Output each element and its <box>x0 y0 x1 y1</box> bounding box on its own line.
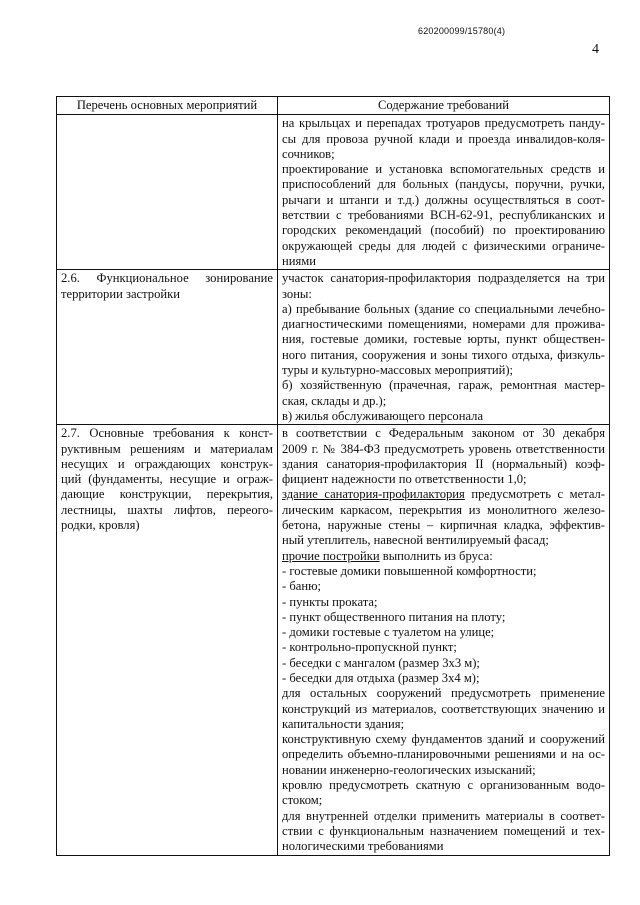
text-line: для остальных сооружений предусмотреть применение <box>282 686 605 701</box>
text-line: ниями <box>282 253 316 268</box>
requirement-cell <box>278 425 610 855</box>
document-id: 620200099/15780(4) <box>418 26 506 36</box>
text-line: туры и культурно-массовых мероприятий); <box>282 363 514 378</box>
text-line: новании инженерно-геологических изысканий; <box>282 762 536 777</box>
table-row <box>57 425 610 855</box>
text-line: ный утеплитель, навесной вентилируемый фасад; <box>282 533 549 548</box>
table-header-row <box>57 97 610 115</box>
page-number: 4 <box>592 42 599 57</box>
text-line: здания санатория-профилактория II (нормальный) коэф- <box>282 456 605 471</box>
text-line: нологическими требованиями <box>282 839 444 854</box>
text-line: определить объемно-планировочными решениями и на ос- <box>282 747 605 762</box>
text-line: сочников; <box>282 146 335 161</box>
line-text: выполнить из бруса: <box>379 548 493 563</box>
measure-cell <box>57 115 278 270</box>
text-line: руктивным решениям и материалам <box>61 441 273 456</box>
text-line: лестницы, шахты лифтов, переого- <box>61 502 273 517</box>
table-row <box>57 270 610 425</box>
text-line: - баню; <box>282 579 321 594</box>
text-line: - беседки с мангалом (размер 3х3 м); <box>282 655 480 670</box>
text-line <box>282 487 605 502</box>
underlined-term: здание санатория-профилактория <box>282 487 465 502</box>
underlined-term: прочие постройки <box>282 548 380 563</box>
text-line: ствии с функциональным назначением помещений и тех- <box>282 823 605 838</box>
text-line: дающие конструкции, перекрытия, <box>61 487 273 502</box>
text-line: капитальности здания; <box>282 716 405 731</box>
text-line: конструкций из материалов, соответствующих значению и <box>282 701 605 716</box>
text-line: ного питания, сооружения и зоны тихого отдыха, физкуль- <box>282 347 605 362</box>
text-line: городских рекомендаций (пособий) по проектированию <box>282 223 605 238</box>
text-line: фициент надежности по ответственности 1,0; <box>282 472 527 487</box>
text-line: диагностическими помещениями, номерами для прожива- <box>282 317 605 332</box>
table-body <box>57 115 610 855</box>
text-line: - пункты проката; <box>282 594 378 609</box>
table-row <box>57 115 610 270</box>
text-line: участок санатория-профилактория подразделяется на три <box>282 271 605 286</box>
line-text: предусмотреть с метал- <box>464 487 605 502</box>
text-line: зоны: <box>282 286 312 301</box>
text-line: а) пребывание больных (здание со специальными лечебно- <box>282 301 605 316</box>
text-line: кровлю предусмотреть скатную с организованным водо- <box>282 778 605 793</box>
text-line: б) хозяйственную (прачечная, гараж, ремонтная мастер- <box>282 378 605 393</box>
text-line: - контрольно-пропускной пункт; <box>282 640 457 655</box>
text-line: ветствии с требованиями ВСН-62-91, республиканских и <box>282 208 605 223</box>
text-line: стоком; <box>282 793 323 808</box>
measure-cell <box>57 270 278 425</box>
requirement-cell <box>278 270 610 425</box>
text-line: приспособлений для больных (пандусы, поручни, ручки, <box>282 177 605 192</box>
text-line: ния, гостевые домики, гостевые юрты, пункт обществен- <box>282 332 605 347</box>
text-line: родки, кровля) <box>61 518 140 533</box>
text-line: окружающей среды для людей с физическими ограниче- <box>282 238 605 253</box>
text-line: - пункт общественного питания на плоту; <box>282 609 506 624</box>
text-line: 2.6. Функциональное зонирование <box>61 271 273 286</box>
text-line: - домики гостевые с туалетом на улице; <box>282 625 495 640</box>
text-line: ций (фундаменты, несущие и ограж- <box>61 472 273 487</box>
text-line: в соответствии с Федеральным законом от 30 декабря <box>282 426 605 441</box>
header-measures: Перечень основных мероприятий <box>57 97 278 115</box>
text-line: - беседки для отдыха (размер 3х4 м); <box>282 670 480 685</box>
text-line: в) жилья обслуживающего персонала <box>282 408 484 423</box>
text-line <box>282 549 605 564</box>
requirements-table <box>56 96 610 856</box>
requirement-cell <box>278 115 610 270</box>
text-line: бетона, наружные стены – кирпичная кладка, эффектив- <box>282 518 605 533</box>
text-line: несущих и ограждающих конструк- <box>61 456 273 471</box>
text-line: на крыльцах и перепадах тротуаров предусмотреть панду- <box>282 116 605 131</box>
text-line: лическим каркасом, перекрытия из монолитного железо- <box>282 502 605 517</box>
text-line: для внутренней отделки применить материалы в соответ- <box>282 808 605 823</box>
text-line: проектирование и установка вспомогательных средств и <box>282 162 605 177</box>
text-line: 2009 г. № 384-ФЗ предусмотреть уровень ответственности <box>282 441 605 456</box>
header-requirements: Содержание требований <box>278 97 610 115</box>
text-line: ская, склады и др.); <box>282 393 387 408</box>
text-line: сы для провоза ручной клади и проезда инвалидов-коля- <box>282 131 605 146</box>
measure-cell <box>57 425 278 855</box>
text-line: - гостевые домики повышенной комфортности; <box>282 563 537 578</box>
text-line: территории застройки <box>61 286 180 301</box>
text-line: 2.7. Основные требования к конст- <box>61 426 273 441</box>
text-line: рычаги и штанги и т.д.) должны осуществляться в соот- <box>282 192 605 207</box>
text-line: конструктивную схему фундаментов зданий и сооружений <box>282 732 605 747</box>
